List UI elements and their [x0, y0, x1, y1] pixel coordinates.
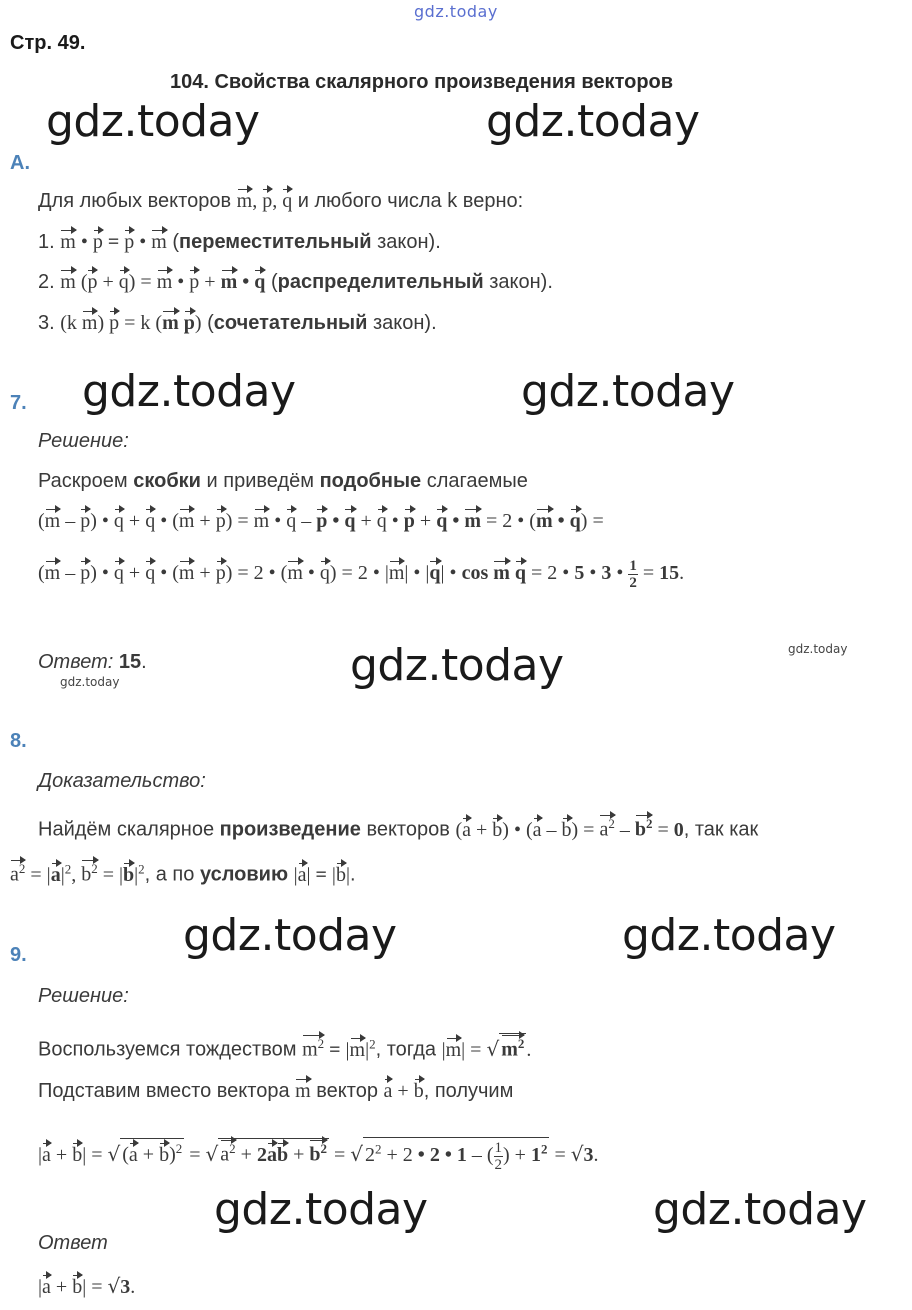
task-9-line-1: Воспользуемся тождеством $m^2 = |m|^2$, тогда |m| = √ $m^2$ .	[38, 1033, 531, 1062]
law-3: 3. (k m) p = k (m p) (сочетательный закон).	[38, 312, 437, 334]
task-9-line-2: Подставим вместо вектора m вектор a + b, получим	[38, 1080, 514, 1102]
watermark: gdz.today	[653, 1184, 867, 1235]
watermark: gdz.today	[46, 96, 260, 147]
task-8-proof-label: Доказательство:	[38, 770, 206, 792]
watermark: gdz.today	[350, 640, 564, 691]
task-7-equation-2: (m – p) • q + q • (m + p) = 2 • (m • q) = 2 • |m| • |q| • cos m q = 2 • 5 • 3 • $\frac{1}{2}$ = 15.	[38, 558, 685, 591]
part-a-intro: Для любых векторов m, p, q и любого числа k верно:	[38, 190, 524, 212]
task-7-solution-label: Решение:	[38, 430, 129, 452]
task-7-equation-1: (m – p) • q + q • (m + p) = m • q – p • q + q • p + q • m = 2 • (m • q) =	[38, 510, 604, 532]
task-7-text: Раскроем скобки и приведём подобные слагаемые	[38, 470, 528, 492]
task-9-number: 9.	[10, 944, 27, 966]
task-9-solution-label: Решение:	[38, 985, 129, 1007]
task-8-line-1: Найдём скалярное произведение векторов (a + b) • $(a - b) = a^2 - b^2 = 0$, так как	[38, 816, 759, 841]
section-title: 104. Свойства скалярного произведения векторов	[170, 71, 674, 93]
task-8-number: 8.	[10, 730, 27, 752]
law-1: 1. m • p = p • m (переместительный закон).	[38, 231, 441, 253]
task-9-equation: |a + b| = √ $(a + b)^2$ = √ $a^2 + 2ab + b^2$ = √ $2^2 + 2$ • 2 • 1 – ( $\frac{1}{2}$ ) + $1^2 = √3$.	[38, 1137, 598, 1173]
watermark: gdz.today	[521, 366, 735, 417]
watermark: gdz.today	[82, 366, 296, 417]
task-8-line-2: $a^2 = |a|^2$, $b^2 = |b|^2$, а по условию |a| = |b|.	[10, 861, 356, 886]
watermark-small: gdz.today	[60, 675, 120, 689]
watermark: gdz.today	[622, 910, 836, 961]
page-number: Стр. 49.	[10, 32, 86, 54]
watermark-top: gdz.today	[414, 2, 498, 21]
part-a-label: А.	[10, 152, 30, 174]
watermark-small: gdz.today	[788, 642, 848, 656]
watermark: gdz.today	[183, 910, 397, 961]
task-7-number: 7.	[10, 392, 27, 414]
watermark: gdz.today	[214, 1184, 428, 1235]
law-2: 2. m (p + q) = m • p + m • q (распределительный закон).	[38, 271, 553, 293]
task-9-answer: |a + b| = √3.	[38, 1274, 136, 1298]
task-7-answer: Ответ: 15.	[38, 651, 147, 673]
task-9-answer-label: Ответ	[38, 1232, 108, 1254]
watermark: gdz.today	[486, 96, 700, 147]
